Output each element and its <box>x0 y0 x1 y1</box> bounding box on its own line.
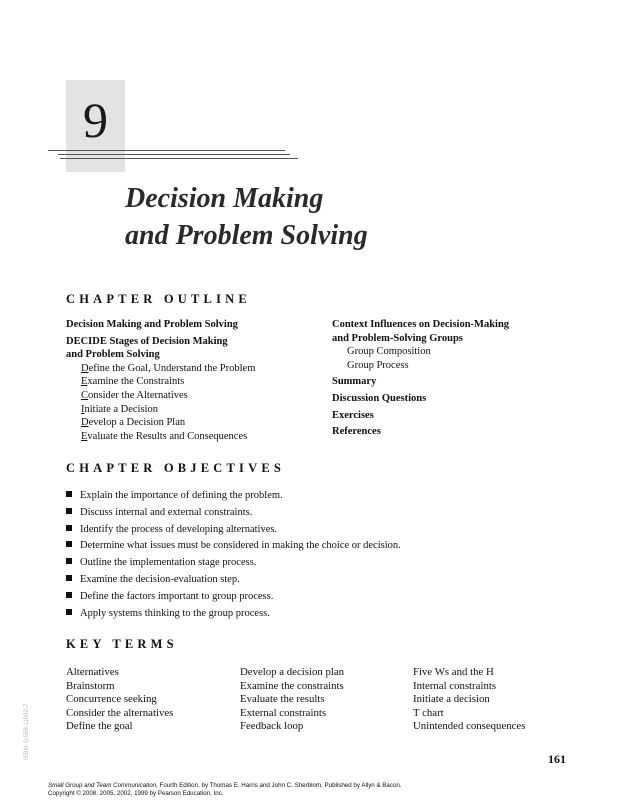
outline-left-column <box>66 318 255 443</box>
key-term: External constraints <box>240 706 327 719</box>
key-term: Initiate a decision <box>413 693 490 705</box>
key-term: T chart <box>413 706 444 719</box>
chapter-title-line-2: and Problem Solving <box>125 220 368 251</box>
footer-book-title: Small Group and Team Communication, <box>48 782 158 789</box>
square-bullet-icon <box>66 541 72 547</box>
key-term: Develop a decision plan <box>240 666 345 678</box>
outline-right-column <box>332 318 509 439</box>
chapter-outline-heading: CHAPTER OUTLINE <box>66 292 251 306</box>
key-term: Feedback loop <box>240 720 304 732</box>
square-bullet-icon <box>66 508 72 514</box>
objective-text: Apply systems thinking to the group process. <box>80 607 270 619</box>
key-term: Concurrence seeking <box>66 693 157 705</box>
key-terms-column-3 <box>413 666 525 734</box>
objective-text: Explain the importance of defining the problem. <box>80 490 283 501</box>
outline-item: Discussion Questions <box>332 392 427 404</box>
objective-text: Determine what issues must be considered in making the choice or decision. <box>80 540 401 552</box>
copyright-footer <box>48 782 402 798</box>
outline-subitem: Evaluate the Results and Consequences <box>81 430 248 442</box>
outline-item: Summary <box>332 376 377 388</box>
isbn-watermark: ISBN: 0-558-11092-7 <box>24 703 30 760</box>
objectives-list <box>66 488 401 622</box>
outline-item: Exercises <box>332 409 374 421</box>
objective-item <box>66 589 401 606</box>
outline-subitem: Group Process <box>347 359 409 371</box>
chapter-title-line-1: Decision Making <box>125 183 324 214</box>
footer-line-2: Copyright © 2008, 2005, 2002, 1999 by Pearson Education, Inc. <box>48 790 224 797</box>
key-term: Consider the alternatives <box>66 706 174 719</box>
objective-text: Outline the implementation stage process. <box>80 557 257 569</box>
objective-text: Examine the decision-evaluation step. <box>80 573 240 585</box>
key-term: Five Ws and the H <box>413 666 494 678</box>
square-bullet-icon <box>66 525 72 531</box>
outline-subitem: Develop a Decision Plan <box>81 417 186 429</box>
chapter-rule-top <box>48 150 285 151</box>
key-term: Define the goal <box>66 720 133 732</box>
square-bullet-icon <box>66 558 72 564</box>
key-term: Internal constraints <box>413 679 497 692</box>
key-terms-column-1 <box>66 666 173 734</box>
footer-publication-info: Fourth Edition, by Thomas E. Harris and John C. Sherblom. Published by Allyn & Bacon. <box>157 782 402 789</box>
key-terms-column-2 <box>240 666 344 734</box>
outline-item: Decision Making and Problem Solving <box>66 319 238 330</box>
objective-item <box>66 538 401 555</box>
key-term: Unintended consequences <box>413 720 526 732</box>
chapter-rule-bottom <box>60 158 298 159</box>
square-bullet-icon <box>66 575 72 581</box>
outline-item: and Problem-Solving Groups <box>332 332 463 344</box>
chapter-title <box>125 180 368 254</box>
key-term: Brainstorm <box>66 679 115 692</box>
objective-item <box>66 488 401 505</box>
key-term: Alternatives <box>66 666 119 678</box>
outline-subitem: Define the Goal, Understand the Problem <box>81 362 256 374</box>
objective-text: Identify the process of developing alternatives. <box>80 523 278 535</box>
outline-subitem: Initiate a Decision <box>81 403 158 415</box>
square-bullet-icon <box>66 609 72 615</box>
outline-subitem: Examine the Constraints <box>81 376 185 388</box>
square-bullet-icon <box>66 592 72 598</box>
outline-subitem: Consider the Alternatives <box>81 389 188 401</box>
objective-item <box>66 572 401 589</box>
key-term: Examine the constraints <box>240 679 344 692</box>
chapter-number: 9 <box>83 92 108 148</box>
square-bullet-icon <box>66 491 72 497</box>
chapter-rule-middle <box>58 154 290 155</box>
objective-item <box>66 505 401 522</box>
objective-item <box>66 555 401 572</box>
footer-line-1 <box>48 782 402 790</box>
outline-item: Context Influences on Decision-Making <box>332 319 510 330</box>
outline-item: References <box>332 426 381 438</box>
key-terms-heading: KEY TERMS <box>66 637 178 651</box>
chapter-objectives-heading: CHAPTER OBJECTIVES <box>66 461 286 475</box>
outline-item: DECIDE Stages of Decision Making <box>66 335 228 347</box>
objective-item <box>66 606 401 623</box>
page-number: 161 <box>548 752 566 766</box>
objective-text: Discuss internal and external constraints. <box>80 506 253 518</box>
objective-item <box>66 522 401 539</box>
outline-item: and Problem Solving <box>66 349 160 361</box>
key-term: Evaluate the results <box>240 693 325 705</box>
objective-text: Define the factors important to group process. <box>80 590 274 602</box>
outline-subitem: Group Composition <box>347 346 431 358</box>
